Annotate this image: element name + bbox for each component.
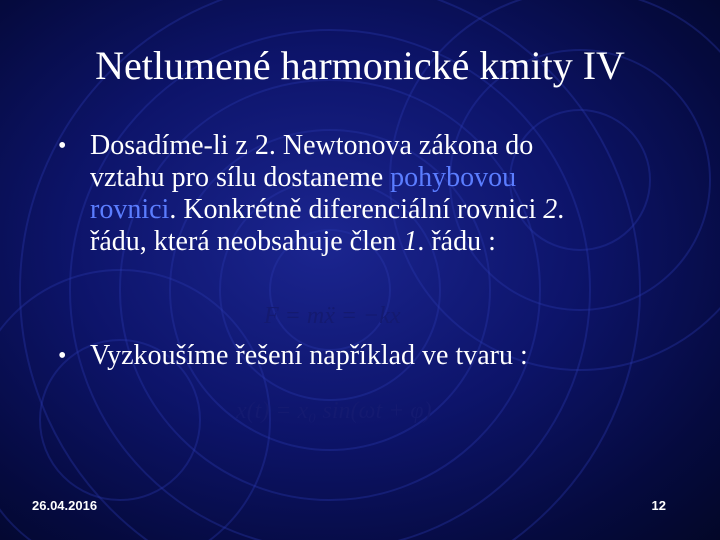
bullet-2-text: Vyzkoušíme řešení například ve tvaru :: [90, 340, 528, 371]
bullet-1-line-2-text: vztahu pro sílu dostaneme: [90, 162, 391, 193]
order-two: 2: [543, 194, 558, 225]
highlight-pohybovou: pohybovou: [390, 162, 517, 193]
bullet-1-line-3-text: . Konkrétně diferenciální rovnici: [169, 194, 544, 225]
footer-date: 26.04.2016: [32, 498, 98, 513]
bullet-item-1: [58, 130, 678, 280]
bullet-1-line-2: [90, 162, 564, 194]
trial-solution-formula: x(t) = x₀ sin(ωt + φ): [236, 398, 432, 424]
bullet-1-line-3-end: .: [557, 194, 565, 225]
bullet-1-line-4: [90, 226, 564, 258]
order-one: 1: [403, 226, 418, 257]
page-number: 12: [651, 498, 666, 513]
equation-of-motion: F = mẍ = −kx: [264, 303, 401, 329]
bullet-dot-icon: •: [58, 133, 67, 159]
bullet-dot-icon: •: [58, 343, 67, 369]
bullet-1-line-1: Dosadíme-li z 2. Newtonova zákona do: [90, 130, 534, 161]
slide-title: Netlumené harmonické kmity IV: [95, 43, 625, 88]
highlight-rovnici: rovnici: [90, 194, 170, 225]
bullet-1-line-4-end: . řádu :: [417, 226, 496, 257]
bullet-1-line-4-text: řádu, která neobsahuje člen: [90, 226, 404, 257]
bullet-item-2: [58, 340, 678, 380]
bullet-1-text: [90, 130, 564, 258]
bullet-1-line-3: [90, 194, 564, 226]
